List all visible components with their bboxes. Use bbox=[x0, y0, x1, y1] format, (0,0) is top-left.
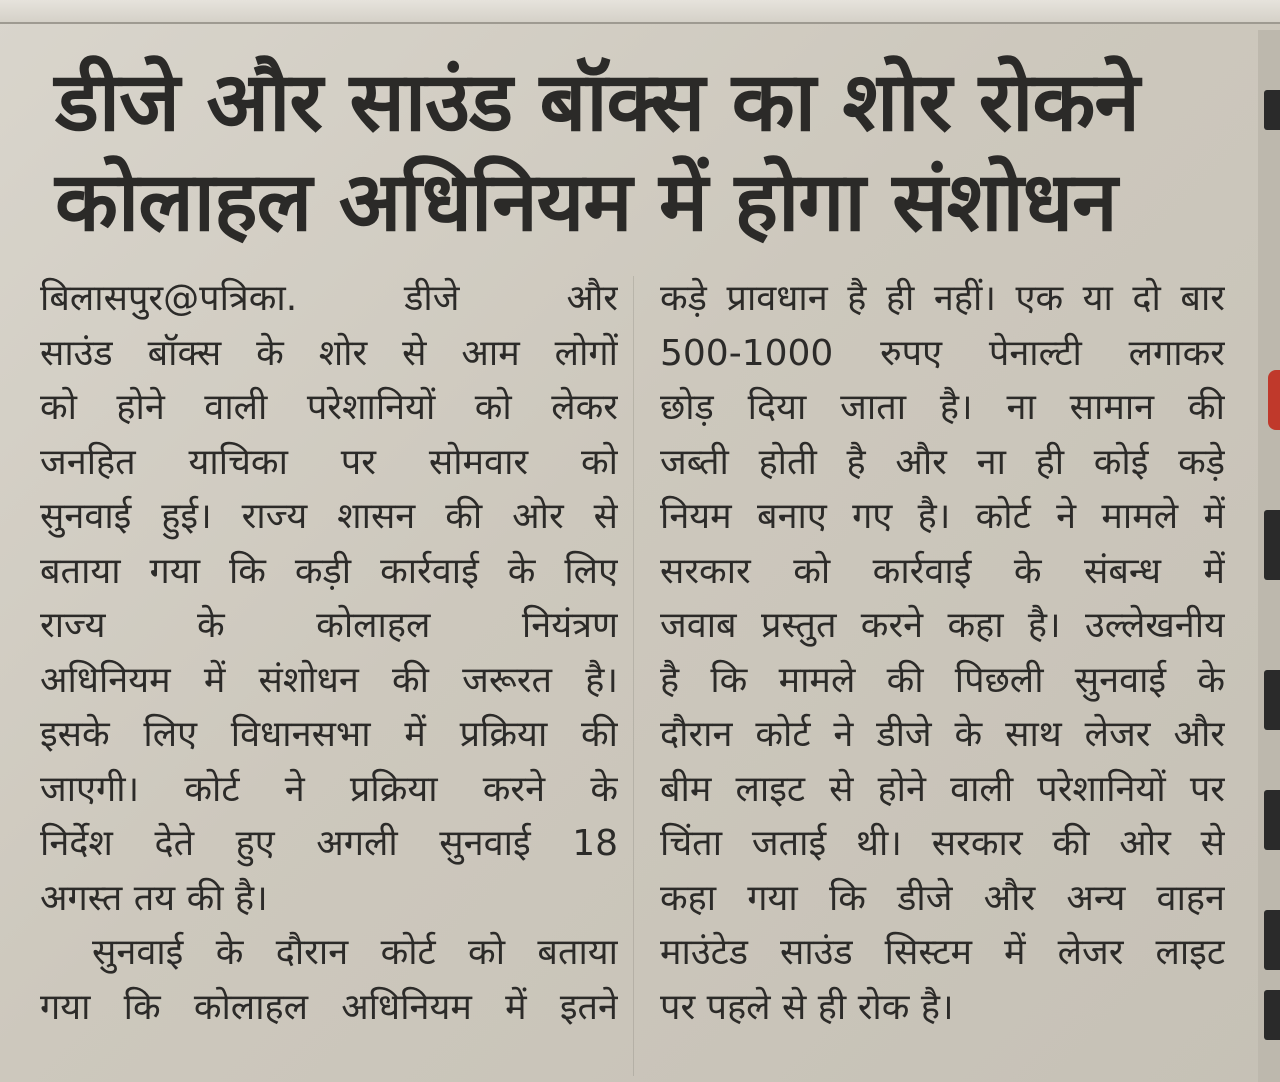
article-line: सुनवाई हुई। राज्य शासन की ओर से bbox=[40, 496, 618, 537]
article-line: बताया गया कि कड़ी कार्रवाई के लिए bbox=[40, 550, 618, 592]
article-line: गया कि कोलाहल अधिनियम में इतने bbox=[40, 986, 618, 1028]
article-line: सुनवाई के दौरान कोर्ट को बताया bbox=[92, 932, 618, 973]
adjacent-text-fragment bbox=[1264, 990, 1280, 1040]
article-line: अगस्त तय की है। bbox=[40, 877, 268, 919]
article-line: दौरान कोर्ट ने डीजे के साथ लेजर और bbox=[660, 714, 1225, 755]
article-line: छोड़ दिया जाता है। ना सामान की bbox=[660, 387, 1225, 428]
article-column-right bbox=[660, 272, 1225, 1035]
article-line: साउंड बॉक्स के शोर से आम लोगों bbox=[40, 332, 618, 374]
article-line: जनहित याचिका पर सोमवार को bbox=[40, 441, 618, 483]
adjacent-column-edge bbox=[1258, 30, 1280, 1082]
article-column-left bbox=[40, 272, 618, 1035]
article-line: जब्ती होती है और ना ही कोई कड़े bbox=[660, 441, 1225, 483]
column-divider bbox=[633, 276, 634, 1076]
article-line: जवाब प्रस्तुत करने कहा है। उल्लेखनीय bbox=[660, 605, 1225, 646]
article-line: पर पहले से ही रोक है। bbox=[660, 986, 954, 1028]
article-line: बीम लाइट से होने वाली परेशानियों पर bbox=[660, 768, 1225, 810]
article-line: कहा गया कि डीजे और अन्य वाहन bbox=[660, 877, 1225, 919]
article-line: को होने वाली परेशानियों को लेकर bbox=[40, 387, 618, 428]
article-line: जाएगी। कोर्ट ने प्रक्रिया करने के bbox=[40, 768, 618, 810]
adjacent-text-fragment bbox=[1264, 510, 1280, 580]
article-line: बिलासपुर@पत्रिका. डीजे और bbox=[40, 278, 618, 319]
adjacent-text-fragment bbox=[1264, 910, 1280, 970]
article-line: निर्देश देते हुए अगली सुनवाई 18 bbox=[40, 823, 618, 864]
article-line: है कि मामले की पिछली सुनवाई के bbox=[660, 659, 1225, 701]
article-line: अधिनियम में संशोधन की जरूरत है। bbox=[40, 659, 618, 701]
headline-line-1: डीजे और साउंड बॉक्स का शोर रोकने bbox=[55, 55, 1139, 150]
article-line: चिंता जताई थी। सरकार की ओर से bbox=[660, 823, 1225, 864]
article-line: कड़े प्रावधान है ही नहीं। एक या दो बार bbox=[660, 278, 1225, 319]
adjacent-text-fragment bbox=[1264, 90, 1280, 130]
article-line: इसके लिए विधानसभा में प्रक्रिया की bbox=[40, 714, 618, 755]
adjacent-red-graphic bbox=[1268, 370, 1280, 430]
previous-article-edge bbox=[0, 0, 1280, 24]
article-line: नियम बनाए गए है। कोर्ट ने मामले में bbox=[660, 496, 1225, 537]
article-line: माउंटेड साउंड सिस्टम में लेजर लाइट bbox=[660, 932, 1225, 973]
headline-line-2: कोलाहल अधिनियम में होगा संशोधन bbox=[55, 155, 1117, 250]
article-line: सरकार को कार्रवाई के संबन्ध में bbox=[660, 550, 1225, 592]
article-line: राज्य के कोलाहल नियंत्रण bbox=[40, 605, 618, 646]
article-line: 500-1000 रुपए पेनाल्टी लगाकर bbox=[660, 332, 1225, 374]
adjacent-text-fragment bbox=[1264, 670, 1280, 730]
adjacent-text-fragment bbox=[1264, 790, 1280, 850]
